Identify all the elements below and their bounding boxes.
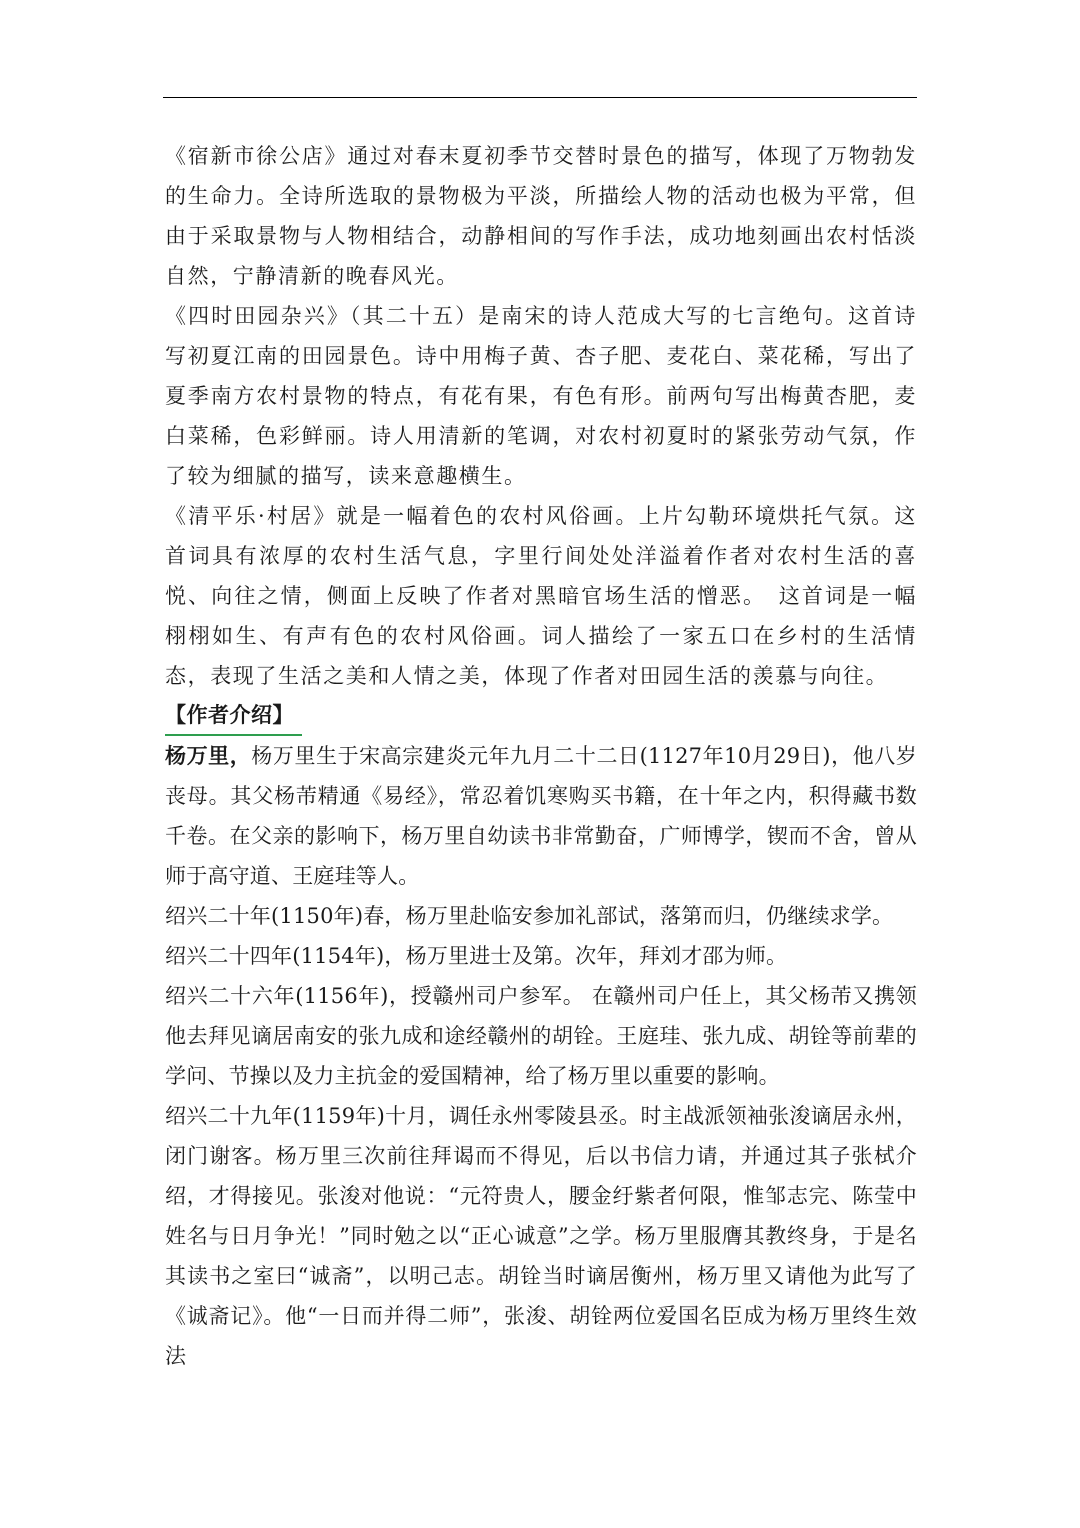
section-heading: 【作者介绍】 — [165, 696, 302, 736]
author-event-paragraph: 绍兴二十年(1150年)春，杨万里赴临安参加礼部试，落第而归，仍继续求学。 — [165, 904, 894, 928]
document-body — [165, 136, 917, 1376]
author-event-paragraph: 绍兴二十六年(1156年)，授赣州司户参军。 在赣州司户任上，其父杨芾又携领他去拜见谪居南安的张九成和途经赣州的胡铨。王庭珪、张九成、胡铨等前辈的学问、节操以及力主抗金的爱国精神，给了杨万里以重要的影响。 — [165, 984, 917, 1088]
author-intro-paragraph — [165, 736, 917, 896]
author-name: 杨万里， — [165, 743, 252, 768]
poem-intro-paragraph: 《四时田园杂兴》（其二十五）是南宋的诗人范成大写的七言绝句。这首诗写初夏江南的田园景色。诗中用梅子黄、杏子肥、麦花白、菜花稀，写出了夏季南方农村景物的特点，有花有果，有色有形。前两句写出梅黄杏肥，麦白菜稀，色彩鲜丽。诗人用清新的笔调，对农村初夏时的紧张劳动气氛，作了较为细腻的描写，读来意趣横生。 — [165, 304, 917, 488]
author-section-heading-row — [165, 696, 917, 736]
author-intro-text: 杨万里生于宋高宗建炎元年九月二十二日(1127年10月29日)，他八岁丧母。其父杨芾精通《易经》，常忍着饥寒购买书籍，在十年之内，积得藏书数千卷。在父亲的影响下，杨万里自幼读书非常勤奋，广师博学，锲而不舍，曾从师于高守道、王庭珪等人。 — [165, 744, 917, 888]
header-rule — [163, 97, 917, 98]
author-event-paragraph: 绍兴二十四年(1154年)，杨万里进士及第。次年，拜刘才邵为师。 — [165, 944, 788, 968]
poem-intro-paragraph: 《宿新市徐公店》通过对春末夏初季节交替时景色的描写，体现了万物勃发的生命力。全诗所选取的景物极为平淡，所描绘人物的活动也极为平常，但由于采取景物与人物相结合，动静相间的写作手法，成功地刻画出农村恬淡自然，宁静清新的晚春风光。 — [165, 144, 917, 288]
poem-intro-paragraph: 《清平乐·村居》就是一幅着色的农村风俗画。上片勾勒环境烘托气氛。这首词具有浓厚的农村生活气息，字里行间处处洋溢着作者对农村生活的喜悦、向往之情，侧面上反映了作者对黑暗官场生活的憎恶。 这首词是一幅栩栩如生、有声有色的农村风俗画。词人描绘了一家五口在乡村的生活情态，表现了生活之美和人情之美，体现了作者对田园生活的羡慕与向往。 — [165, 504, 917, 688]
author-event-paragraph: 绍兴二十九年(1159年)十月，调任永州零陵县丞。时主战派领袖张浚谪居永州，闭门谢客。杨万里三次前往拜谒而不得见，后以书信力请，并通过其子张栻介绍，才得接见。张浚对他说：“元符贵人，腰金纡紫者何限，惟邹志完、陈莹中姓名与日月争光！”同时勉之以“正心诚意”之学。杨万里服膺其教终身，于是名其读书之室曰“诚斋”，以明己志。胡铨当时谪居衡州，杨万里又请他为此写了《诚斋记》。他“一日而并得二师”，张浚、胡铨两位爱国名臣成为杨万里终生效法 — [165, 1104, 917, 1368]
